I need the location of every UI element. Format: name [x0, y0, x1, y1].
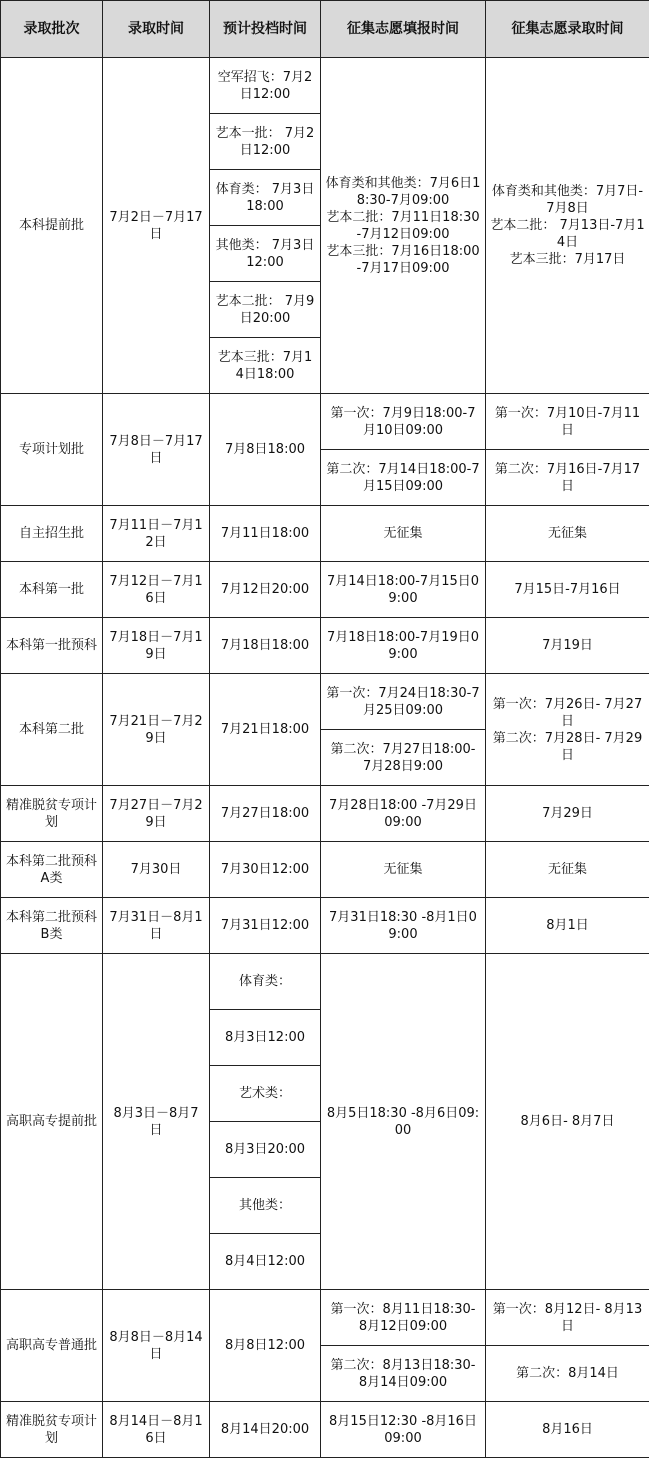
admission-time-cell: 7月30日	[103, 842, 210, 898]
header-fill-time: 征集志愿填报时间	[321, 1, 486, 58]
batch-cell: 本科第二批预科B类	[1, 898, 103, 954]
fill-time-cell: 第一次：7月9日18:00-7月10日09:00	[321, 394, 486, 450]
fill-time-cell: 8月5日18:30 -8月6日09:00	[321, 954, 486, 1290]
toudang-cell: 艺本三批：7月14日18:00	[210, 338, 321, 394]
toudang-cell: 8月3日20:00	[210, 1122, 321, 1178]
fill-time-cell: 8月15日12:30 -8月16日09:00	[321, 1402, 486, 1458]
toudang-cell: 7月12日20:00	[210, 562, 321, 618]
admit-time-cell	[486, 58, 649, 394]
toudang-cell: 8月3日12:00	[210, 1010, 321, 1066]
toudang-cell: 其他类：	[210, 1178, 321, 1234]
admit-time-cell: 7月19日	[486, 618, 649, 674]
admission-time-cell: 7月21日－7月29日	[103, 674, 210, 786]
fill-time-cell: 第二次：7月14日18:00-7月15日09:00	[321, 450, 486, 506]
batch-cell: 精准脱贫专项计划	[1, 1402, 103, 1458]
fill-time-cell: 第一次：8月11日18:30- 8月12日09:00	[321, 1290, 486, 1346]
batch-cell: 高职高专普通批	[1, 1290, 103, 1402]
fill-time-cell: 无征集	[321, 842, 486, 898]
fill-time-cell: 7月14日18:00-7月15日09:00	[321, 562, 486, 618]
batch-cell: 本科提前批	[1, 58, 103, 394]
admission-time-cell: 8月14日－8月16日	[103, 1402, 210, 1458]
admit-time-cell: 8月16日	[486, 1402, 649, 1458]
batch-cell: 本科第二批	[1, 674, 103, 786]
toudang-cell: 空军招飞：7月2日12:00	[210, 58, 321, 114]
toudang-cell: 7月18日18:00	[210, 618, 321, 674]
fill-time-cell: 7月31日18:30 -8月1日09:00	[321, 898, 486, 954]
admission-time-cell: 7月27日－7月29日	[103, 786, 210, 842]
toudang-cell: 艺本一批： 7月2日12:00	[210, 114, 321, 170]
table-row	[1, 562, 649, 618]
admission-time-cell: 8月3日－8月7日	[103, 954, 210, 1290]
batch-cell: 本科第一批	[1, 562, 103, 618]
toudang-cell: 7月31日12:00	[210, 898, 321, 954]
table-row	[1, 506, 649, 562]
admit-time-cell: 8月6日- 8月7日	[486, 954, 649, 1290]
fill-time-cell: 7月28日18:00 -7月29日09:00	[321, 786, 486, 842]
admit-time-cell: 第二次：8月14日	[486, 1346, 649, 1402]
fill-time-cell	[321, 58, 486, 394]
admit-time-cell: 第二次：7月16日-7月17日	[486, 450, 649, 506]
admit-line: 体育类和其他类：7月7日-7月8日	[490, 183, 645, 217]
admit-line: 第一次：7月26日- 7月27日	[490, 696, 645, 730]
toudang-cell: 8月4日12:00	[210, 1234, 321, 1290]
toudang-cell: 7月11日18:00	[210, 506, 321, 562]
header-toudang-time: 预计投档时间	[210, 1, 321, 58]
admission-time-cell: 7月31日－8月1日	[103, 898, 210, 954]
toudang-cell: 体育类： 7月3日18:00	[210, 170, 321, 226]
admit-time-cell: 无征集	[486, 506, 649, 562]
admission-time-cell: 8月8日－8月14日	[103, 1290, 210, 1402]
table-row	[1, 898, 649, 954]
admission-time-cell: 7月2日－7月17日	[103, 58, 210, 394]
table-row	[1, 618, 649, 674]
admit-line: 第二次：7月28日- 7月29日	[490, 730, 645, 764]
table-row	[1, 786, 649, 842]
toudang-cell: 体育类：	[210, 954, 321, 1010]
fill-time-cell: 第二次：8月13日18:30- 8月14日09:00	[321, 1346, 486, 1402]
toudang-cell: 7月21日18:00	[210, 674, 321, 786]
header-batch: 录取批次	[1, 1, 103, 58]
admit-line: 艺本二批： 7月13日-7月14日	[490, 217, 645, 251]
admit-line: 艺本三批：7月17日	[490, 251, 645, 268]
batch-cell: 高职高专提前批	[1, 954, 103, 1290]
toudang-cell: 8月8日12:00	[210, 1290, 321, 1402]
admit-time-cell	[486, 674, 649, 786]
batch-cell: 专项计划批	[1, 394, 103, 506]
toudang-cell: 艺本二批： 7月9日20:00	[210, 282, 321, 338]
admission-time-cell: 7月11日－7月12日	[103, 506, 210, 562]
fill-time-cell: 7月18日18:00-7月19日09:00	[321, 618, 486, 674]
admit-time-cell: 8月1日	[486, 898, 649, 954]
toudang-cell: 其他类： 7月3日12:00	[210, 226, 321, 282]
table-row	[1, 1402, 649, 1458]
fill-time-cell: 第二次：7月27日18:00- 7月28日9:00	[321, 730, 486, 786]
admit-time-cell: 7月15日-7月16日	[486, 562, 649, 618]
admission-time-cell: 7月18日－7月19日	[103, 618, 210, 674]
toudang-cell: 7月30日12:00	[210, 842, 321, 898]
toudang-cell: 7月8日18:00	[210, 394, 321, 506]
toudang-cell: 艺术类：	[210, 1066, 321, 1122]
fill-time-cell: 第一次：7月24日18:30-7月25日09:00	[321, 674, 486, 730]
batch-cell: 自主招生批	[1, 506, 103, 562]
admit-time-cell: 7月29日	[486, 786, 649, 842]
table-row	[1, 394, 649, 450]
admit-time-cell: 第一次：8月12日- 8月13日	[486, 1290, 649, 1346]
table-row	[1, 954, 649, 1010]
table-row	[1, 842, 649, 898]
table-header-row	[1, 1, 649, 58]
fill-line: 艺本二批：7月11日18:30-7月12日09:00	[325, 209, 481, 243]
toudang-cell: 7月27日18:00	[210, 786, 321, 842]
table-row	[1, 674, 649, 730]
batch-cell: 本科第二批预科A类	[1, 842, 103, 898]
header-admission-time: 录取时间	[103, 1, 210, 58]
admit-time-cell: 第一次：7月10日-7月11日	[486, 394, 649, 450]
fill-time-cell: 无征集	[321, 506, 486, 562]
header-admit-time: 征集志愿录取时间	[486, 1, 649, 58]
batch-cell: 本科第一批预科	[1, 618, 103, 674]
admit-time-cell: 无征集	[486, 842, 649, 898]
admission-time-cell: 7月8日－7月17日	[103, 394, 210, 506]
toudang-cell: 8月14日20:00	[210, 1402, 321, 1458]
table-row	[1, 58, 649, 114]
batch-cell: 精准脱贫专项计划	[1, 786, 103, 842]
fill-line: 艺本三批：7月16日18:00-7月17日09:00	[325, 243, 481, 277]
table-row	[1, 1290, 649, 1346]
admission-time-cell: 7月12日－7月16日	[103, 562, 210, 618]
fill-line: 体育类和其他类：7月6日18:30-7月09:00	[325, 175, 481, 209]
